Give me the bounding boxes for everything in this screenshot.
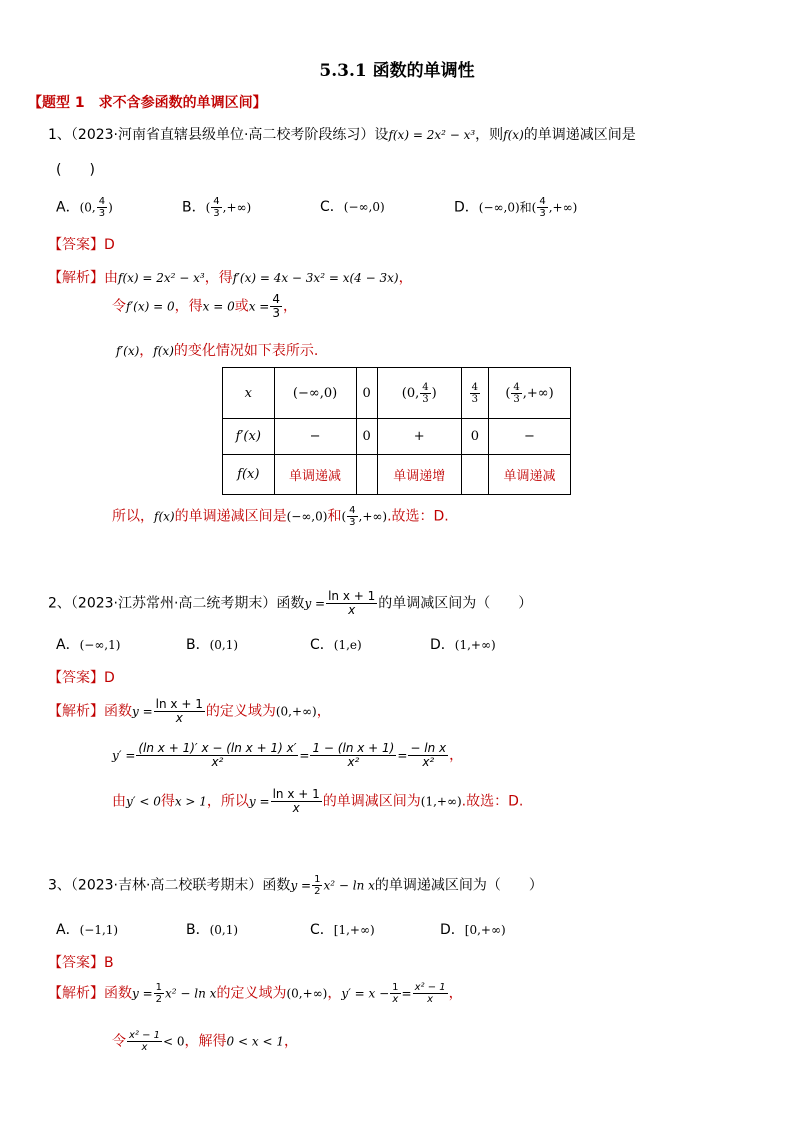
q1-mid: ，则	[475, 127, 504, 143]
q2-option-c-value: (1,e)	[333, 638, 362, 652]
q1-option-b-num: 4	[213, 196, 220, 207]
section-header: 【题型 1 求不含参函数的单调区间】	[28, 95, 267, 111]
q1-option-d-label: D．	[454, 199, 479, 216]
table-cell: +	[377, 419, 461, 455]
q1-s1-f: f(x) = 2x² − x³	[118, 271, 205, 285]
q3-s2-c: ，	[283, 1033, 298, 1050]
table-cell	[356, 455, 377, 495]
table-h3-post: )	[431, 385, 437, 401]
q1-f-def: f(x) = 2x² − x³	[388, 128, 476, 142]
q1-s4-num: 4	[349, 505, 356, 516]
q2-s1-c: ，	[316, 703, 331, 720]
q3-s2-lt: < 0	[163, 1034, 185, 1049]
q2-s2-n2: 1 − (ln x + 1)	[312, 741, 395, 755]
q3-option-c[interactable]	[310, 919, 375, 939]
q2-option-d[interactable]	[430, 634, 496, 654]
q1-s3-f1: f′(x)	[116, 344, 140, 358]
q2-analysis-line1	[48, 698, 331, 725]
q3-answer-value: B	[104, 955, 114, 971]
q3-y-den: 2	[314, 886, 321, 897]
q1-answer-tag: 【答案】	[48, 237, 104, 253]
table-h3-den: 3	[422, 393, 429, 405]
q1-s1-d: f′(x) = 4x − 3x² = x(4 − 3x)	[232, 271, 399, 285]
q1-option-d-pre: (−∞,0)和(	[478, 200, 537, 215]
q2-analysis-tag: 【解析】	[48, 703, 104, 720]
q1-s2-num: 4	[272, 292, 280, 306]
table-cell: 单调递减	[274, 455, 356, 495]
q3-option-d-value: [0,+∞)	[464, 923, 506, 937]
q2-s2-y: y′ =	[112, 748, 136, 763]
q1-s3-sep: ，	[139, 343, 154, 359]
q1-s4-f: f(x)	[154, 509, 175, 524]
q1-s1-c: ，	[398, 270, 413, 286]
q2-answer-value: D	[104, 670, 115, 686]
q1-stem	[48, 124, 636, 144]
q2-s3-e: .故选：D.	[461, 793, 524, 810]
q2-lead: 2、（2023·江苏常州·高二统考期末）函数	[48, 595, 305, 612]
q1-s2-eq: f′(x) = 0	[126, 299, 175, 314]
q2-s1-y: y =	[132, 704, 153, 719]
q1-option-a[interactable]	[56, 196, 113, 219]
table-h5-num: 4	[513, 381, 520, 393]
q3-s1-c: ，	[327, 985, 342, 1002]
table-h3-num: 4	[422, 381, 429, 393]
q2-y-den: x	[348, 603, 356, 618]
q2-s2-d2: x²	[347, 755, 360, 770]
q1-s4-a: 所以，	[112, 508, 154, 525]
table-cell: 单调递增	[377, 455, 461, 495]
q1-option-b[interactable]	[182, 196, 251, 219]
q2-s1-den: x	[175, 711, 183, 726]
q3-s2-a: 令	[112, 1033, 126, 1050]
q1-option-a-label: A．	[56, 199, 80, 216]
q3-option-c-value: [1,+∞)	[333, 923, 375, 937]
q2-s2-d1: x²	[211, 755, 224, 770]
table-header-x: x	[223, 368, 275, 419]
q2-option-c[interactable]	[310, 634, 362, 654]
q1-s2-den: 3	[272, 306, 280, 321]
q3-analysis-tag: 【解析】	[48, 985, 104, 1002]
q1-analysis-line1	[48, 267, 413, 287]
q1-s1-b: ，得	[204, 270, 233, 286]
q2-s3-a: 由	[112, 793, 126, 810]
q2-s3-res: x > 1	[174, 794, 207, 809]
q1-s2-x1: x =	[248, 299, 270, 314]
q1-option-b-den: 3	[213, 208, 220, 219]
table-cell: −	[489, 419, 571, 455]
q2-s2-eq2: =	[397, 748, 408, 763]
q3-s1-n3: x² − 1	[414, 982, 446, 993]
table-header-point	[461, 368, 488, 419]
q3-s1-post: x² − ln x	[165, 986, 217, 1001]
q1-option-a-num: 4	[98, 196, 106, 207]
q2-s2-d3: x²	[422, 755, 435, 770]
table-h4-den: 3	[471, 393, 479, 405]
q1-variation-table	[222, 367, 571, 495]
q1-tail: 的单调递减区间是	[523, 127, 636, 143]
q2-s3-y: y =	[248, 794, 270, 809]
q3-s2-num: x² − 1	[129, 1030, 161, 1041]
q1-option-a-post: )	[108, 200, 113, 215]
q3-answer	[48, 952, 114, 972]
q3-y-post: x² − ln x	[323, 878, 375, 893]
q2-option-b[interactable]	[186, 634, 238, 654]
q3-option-a[interactable]	[56, 919, 118, 939]
q2-y-pre: y =	[304, 596, 326, 611]
q3-y-num: 1	[314, 874, 321, 885]
q3-s1-d2: x	[392, 994, 399, 1005]
q2-s2-n1: (ln x + 1)′ x − (ln x + 1) x′	[138, 741, 297, 755]
q3-s1-d3: x	[427, 994, 434, 1005]
q2-tail: 的单调减区间为（ ）	[378, 595, 533, 612]
q1-option-a-pre: (0,	[79, 200, 96, 215]
q2-s3-b: 得	[160, 793, 175, 810]
q2-option-b-value: (0,1)	[209, 638, 239, 652]
q1-option-d-post: ,+∞)	[548, 200, 578, 215]
q3-option-c-label: C．	[310, 922, 334, 938]
q1-s4-and: 和	[327, 508, 342, 525]
q3-option-b[interactable]	[186, 919, 238, 939]
q3-s1-num: 1	[155, 982, 163, 993]
q2-s1-a: 函数	[104, 703, 132, 720]
table-cell: 单调递减	[489, 455, 571, 495]
table-h5-post: ,+∞)	[522, 385, 554, 401]
q1-s2-a: 令	[112, 298, 126, 315]
q3-option-b-value: (0,1)	[209, 923, 239, 937]
q1-option-d-num: 4	[539, 196, 546, 207]
q3-s1-n2: 1	[392, 982, 399, 993]
q3-s1-y: y =	[132, 986, 153, 1001]
q1-option-b-pre: (	[205, 200, 211, 215]
q1-s4-i1: (−∞,0)	[286, 509, 328, 524]
table-row-label-f: f(x)	[223, 455, 275, 495]
q2-analysis-line3	[112, 788, 523, 815]
q2-s1-b: 的定义域为	[205, 703, 276, 720]
q2-s2-eq1: =	[299, 748, 310, 763]
table-header-interval1: (−∞,0)	[274, 368, 356, 419]
q2-option-d-value: (1,+∞)	[454, 638, 496, 652]
q1-s3-tail: 的变化情况如下表所示.	[173, 343, 319, 359]
q2-s3-den: x	[292, 801, 300, 816]
q2-answer	[48, 667, 115, 687]
q3-s1-a: 函数	[104, 985, 132, 1002]
q1-s4-pre: (	[341, 509, 347, 524]
q1-s3-f2: f(x)	[153, 344, 174, 358]
q3-options	[56, 919, 756, 939]
q1-analysis-tag: 【解析】	[48, 270, 104, 286]
q1-s2-or: 或	[234, 298, 249, 315]
q3-option-a-value: (−1,1)	[79, 923, 119, 937]
q2-s3-d: 的单调减区间为	[322, 793, 421, 810]
q1-fx: f(x)	[503, 128, 524, 142]
q1-option-c-label: C．	[320, 199, 344, 215]
q3-s2-res: 0 < x < 1	[226, 1034, 284, 1049]
q2-option-c-label: C．	[310, 637, 334, 653]
q1-s2-c: ，	[283, 298, 297, 315]
table-cell: 0	[461, 419, 488, 455]
q2-s3-cond: y′ < 0	[126, 794, 161, 809]
table-h5-den: 3	[513, 393, 520, 405]
q1-analysis-line3	[116, 340, 318, 360]
table-header-zero: 0	[356, 368, 377, 419]
table-cell: 0	[356, 419, 377, 455]
q2-s3-c: ，所以	[206, 793, 249, 810]
q1-option-b-label: B．	[182, 199, 206, 216]
q3-option-b-label: B．	[186, 922, 210, 938]
q2-option-a-label: A．	[56, 637, 80, 653]
page-title: 5.3.1 函数的单调性	[319, 61, 475, 81]
q1-s1-a: 由	[104, 270, 118, 286]
q1-s4-post: ,+∞)	[358, 509, 388, 524]
q3-answer-tag: 【答案】	[48, 955, 104, 971]
q1-analysis-line4	[112, 505, 449, 528]
q3-s2-den: x	[141, 1042, 148, 1053]
q3-option-d-label: D．	[440, 922, 465, 938]
q3-s1-eq: =	[401, 986, 412, 1001]
q2-analysis-line2	[112, 742, 463, 769]
q2-s3-int: (1,+∞)	[420, 794, 462, 809]
q2-answer-tag: 【答案】	[48, 670, 104, 686]
q2-option-a[interactable]	[56, 634, 120, 654]
q3-s1-d: y′ = x −	[341, 986, 390, 1001]
table-cell	[461, 455, 488, 495]
table-header-interval3	[489, 368, 571, 419]
q3-y-pre: y =	[290, 878, 312, 893]
table-cell: −	[274, 419, 356, 455]
q1-s4-den: 3	[349, 517, 356, 528]
q1-s4-c: .故选：D.	[387, 508, 449, 525]
q1-option-c-value: (−∞,0)	[343, 200, 385, 214]
q1-options	[56, 190, 756, 224]
table-h3-pre: (0,	[401, 385, 420, 401]
table-header-interval2	[377, 368, 461, 419]
q3-tail: 的单调递减区间为（ ）	[374, 877, 543, 894]
q3-s2-b: ，解得	[184, 1033, 227, 1050]
q1-analysis-line2	[112, 293, 297, 320]
q3-analysis-line1	[48, 982, 463, 1005]
table-row-label-fprime: f′(x)	[223, 419, 275, 455]
q3-s1-e: ，	[448, 985, 463, 1002]
q3-option-a-label: A．	[56, 922, 80, 938]
table-h5-pre: (	[505, 385, 511, 401]
q2-s2-c: ，	[449, 747, 464, 764]
q2-s1-dom: (0,+∞)	[275, 704, 317, 719]
q3-s1-den: 2	[155, 994, 163, 1005]
q1-option-a-den: 3	[98, 208, 106, 219]
q3-analysis-line2	[112, 1030, 298, 1053]
q1-s2-b: ，得	[174, 298, 203, 315]
q2-options	[56, 634, 756, 654]
q3-lead: 3、（2023·吉林·高二校联考期末）函数	[48, 877, 291, 894]
q2-stem	[48, 590, 532, 617]
q1-option-c[interactable]	[320, 196, 385, 216]
q2-y-num: ln x + 1	[328, 589, 376, 603]
q1-option-d[interactable]	[454, 196, 577, 219]
q1-s2-x0: x = 0	[202, 299, 235, 314]
q3-option-d[interactable]	[440, 919, 506, 939]
table-h4-num: 4	[471, 381, 479, 393]
q2-option-d-label: D．	[430, 637, 455, 653]
q1-answer	[48, 234, 115, 254]
q2-s2-n3: − ln x	[410, 741, 447, 755]
q2-option-b-label: B．	[186, 637, 210, 653]
q2-option-a-value: (−∞,1)	[79, 638, 121, 652]
q1-paren: ( )	[56, 162, 95, 178]
q3-stem	[48, 874, 543, 897]
q1-option-b-post: ,+∞)	[222, 200, 252, 215]
q3-s1-dom: (0,+∞)	[286, 986, 328, 1001]
q1-s4-b: 的单调递减区间是	[174, 508, 287, 525]
q3-s1-b: 的定义域为	[216, 985, 287, 1002]
q2-s3-num: ln x + 1	[272, 787, 320, 801]
q1-answer-value: D	[104, 237, 115, 253]
q1-lead: 1、（2023·河南省直辖县级单位·高二校考阶段练习）设	[48, 127, 389, 143]
q2-s1-num: ln x + 1	[155, 697, 203, 711]
q1-option-d-den: 3	[539, 208, 546, 219]
